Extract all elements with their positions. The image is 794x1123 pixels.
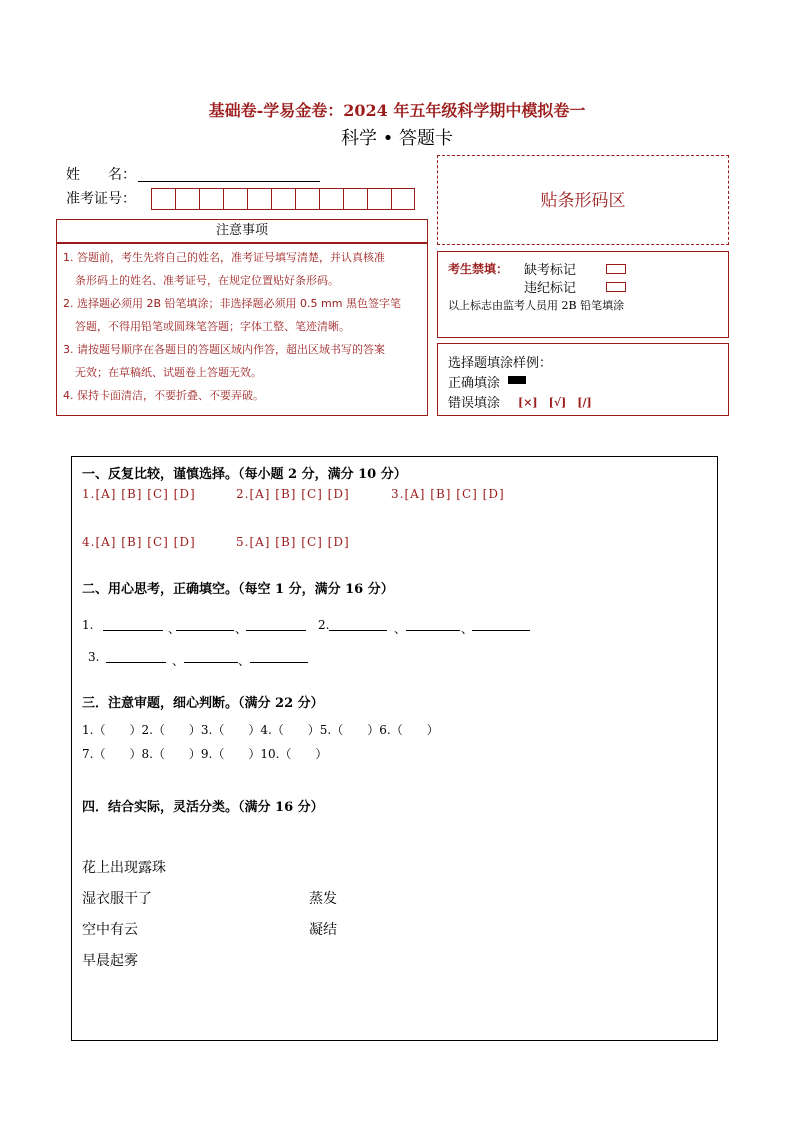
fill-sep: 、 <box>461 622 474 636</box>
id-digit-box[interactable] <box>271 188 295 210</box>
id-number-boxes[interactable] <box>151 188 415 210</box>
notice-item: 1. 答题前，考生先将自己的姓名，准考证号填写清楚，并认真核准 <box>63 251 385 264</box>
classify-item: 空中有云 <box>82 922 138 938</box>
name-label: 姓 名： <box>66 167 136 183</box>
id-digit-box[interactable] <box>295 188 319 210</box>
notice-item: 3. 请按题号顺序在各题目的答题区域内作答，超出区域书写的答案 <box>63 343 385 356</box>
choice-q1[interactable]: 1.[A] [B] [C] [D] <box>82 487 196 501</box>
fill-blank[interactable] <box>103 618 163 631</box>
fill-blank[interactable] <box>184 650 238 663</box>
notice-item: 答题，不得用铅笔或圆珠笔答题；字体工整、笔迹清晰。 <box>75 320 350 333</box>
fill-sep: 、 <box>172 654 185 668</box>
page-title: 基础卷-学易金卷：2024 年五年级科学期中模拟卷一 <box>208 101 586 120</box>
correct-fill-label: 正确填涂 <box>448 376 501 391</box>
section2-title: 二、用心思考，正确填空。（每空 1 分，满分 16 分） <box>82 582 394 597</box>
fill-blank[interactable] <box>250 650 308 663</box>
absent-mark-box[interactable] <box>606 264 626 274</box>
wrong-fill-samples: [×] [√] [/] <box>518 396 592 409</box>
classify-category: 凝结 <box>309 922 337 938</box>
fill-example-title: 选择题填涂样例： <box>448 356 553 371</box>
notice-item: 条形码上的姓名、准考证号，在规定位置贴好条形码。 <box>75 274 339 287</box>
notice-item: 2. 选择题必须用 2B 铅笔填涂；非选择题必须用 0.5 mm 黑色签字笔 <box>63 297 401 310</box>
classify-item: 早晨起雾 <box>82 953 138 969</box>
classify-item: 湿衣服干了 <box>82 891 152 907</box>
id-label: 准考证号： <box>66 191 136 207</box>
notice-item: 4. 保持卡面清洁，不要折叠、不要弄破。 <box>63 389 264 402</box>
page-subtitle: 科学 • 答题卡 <box>340 128 454 149</box>
id-digit-box[interactable] <box>151 188 175 210</box>
fill-blank[interactable] <box>406 618 460 631</box>
wrong-fill-label: 错误填涂 <box>448 396 501 411</box>
fill-sep: 、 <box>238 654 251 668</box>
fill-blank[interactable] <box>176 618 234 631</box>
fill-sep: 、 <box>168 622 181 636</box>
id-digit-box[interactable] <box>319 188 343 210</box>
id-digit-box[interactable] <box>175 188 199 210</box>
violation-mark-box[interactable] <box>606 282 626 292</box>
section1-title: 一、反复比较，谨慎选择。（每小题 2 分，满分 10 分） <box>82 467 407 482</box>
barcode-label: 贴条形码区 <box>540 191 626 211</box>
choice-q3[interactable]: 3.[A] [B] [C] [D] <box>391 487 505 501</box>
judge-row1[interactable]: 1.（ ）2.（ ）3.（ ）4.（ ）5.（ ）6.（ ） <box>82 723 439 737</box>
fill-example-box <box>437 343 729 416</box>
notice-body <box>56 243 428 416</box>
fill-blank[interactable] <box>329 618 387 631</box>
id-digit-box[interactable] <box>247 188 271 210</box>
id-digit-box[interactable] <box>367 188 391 210</box>
barcode-area <box>437 155 729 245</box>
id-digit-box[interactable] <box>199 188 223 210</box>
forbidden-note: 以上标志由监考人员用 2B 铅笔填涂 <box>448 299 625 312</box>
choice-q4[interactable]: 4.[A] [B] [C] [D] <box>82 535 196 549</box>
id-digit-box[interactable] <box>343 188 367 210</box>
fill-q2-label: 2. <box>318 618 330 632</box>
fill-sep: 、 <box>394 622 407 636</box>
correct-fill-sample <box>508 376 526 384</box>
forbidden-label: 考生禁填： <box>448 262 509 276</box>
id-digit-box[interactable] <box>391 188 415 210</box>
notice-header-box <box>56 219 428 243</box>
fill-blank[interactable] <box>472 618 530 631</box>
fill-sep: 、 <box>235 622 248 636</box>
choice-q5[interactable]: 5.[A] [B] [C] [D] <box>236 535 350 549</box>
notice-item: 无效；在草稿纸、试题卷上答题无效。 <box>75 366 262 379</box>
absent-label: 缺考标记 <box>524 263 577 278</box>
choice-q2[interactable]: 2.[A] [B] [C] [D] <box>236 487 350 501</box>
fill-blank[interactable] <box>246 618 306 631</box>
classify-category: 蒸发 <box>309 891 337 907</box>
fill-blank[interactable] <box>106 650 166 663</box>
fill-q3-label: 3. <box>88 650 100 664</box>
judge-row2[interactable]: 7.（ ）8.（ ）9.（ ）10.（ ） <box>82 747 328 761</box>
violation-label: 违纪标记 <box>524 281 577 296</box>
name-field[interactable] <box>138 181 320 182</box>
id-digit-box[interactable] <box>223 188 247 210</box>
classify-item: 花上出现露珠 <box>82 860 166 876</box>
section3-title: 三．注意审题，细心判断。（满分 22 分） <box>82 696 324 711</box>
notice-heading: 注意事项 <box>215 223 268 238</box>
fill-q1-label: 1. <box>82 618 94 632</box>
section4-title: 四．结合实际，灵活分类。（满分 16 分） <box>82 800 324 815</box>
forbidden-box <box>437 251 729 338</box>
